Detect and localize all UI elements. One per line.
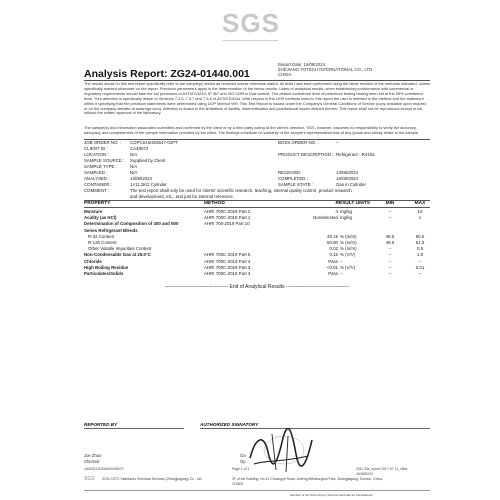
reported-by-label: REPORTED BY xyxy=(84,422,118,427)
cell-units: % (m/m) xyxy=(340,240,357,245)
sgs-group-member: Member of the SGS Group (Société Générale de Surveillance) xyxy=(290,493,374,497)
sample-type-value: N/A xyxy=(130,164,138,169)
table-divider-header xyxy=(84,207,430,208)
header-result-units: RESULT UNITS xyxy=(335,201,370,206)
cell-method: AHRI 700C-2019 Part 1 xyxy=(204,215,251,221)
header-method: METHOD xyxy=(204,201,225,206)
location-value: N/A xyxy=(130,152,138,157)
cell-min: -- xyxy=(388,271,392,276)
product-label: PRODUCT DESCRIPTION : xyxy=(278,152,334,157)
logo-underline xyxy=(222,40,278,41)
cell-max: 1.5 xyxy=(416,252,424,258)
document-code: OGC.Els_report 2017-07-11_v6be xyxy=(356,467,408,471)
cell-method: AHRI 700C-2019 Part 3 xyxy=(204,271,251,276)
cell-min: -- xyxy=(388,258,392,264)
cell-units: % (m/m) xyxy=(340,246,357,252)
completed-value: 16/08/2024 xyxy=(336,176,358,181)
cell-property: Series Refrigerant Blends xyxy=(84,227,138,233)
cell-max: 50.5 xyxy=(415,233,425,239)
cell-max: 0.01 xyxy=(415,264,425,270)
container-label: CONTAINER : xyxy=(84,182,112,187)
cell-min: -- xyxy=(388,215,392,221)
cell-min: 48.5 xyxy=(385,233,395,239)
received-label: RECEIVED : xyxy=(278,170,303,175)
reporter-title: Chemist xyxy=(84,459,100,464)
cell-min: 49.5 xyxy=(385,240,395,245)
footer-divider xyxy=(84,490,430,491)
cell-result: Nondetected xyxy=(313,215,338,221)
header-min: MIN xyxy=(385,201,395,206)
cell-property: R-125 Content xyxy=(88,240,117,245)
cell-units: mg/kg xyxy=(340,215,352,221)
sample-source-label: SAMPLE SOURCE : xyxy=(84,158,125,163)
cell-property: High Boiling Residue xyxy=(84,264,129,270)
cell-max: -- xyxy=(418,258,422,264)
cell-property: Moisture xyxy=(84,209,103,214)
cell-property: Other Volatile Impurities Content xyxy=(88,246,152,252)
cell-property: R-32 Content xyxy=(88,233,115,239)
company-country: CHINA xyxy=(278,72,292,77)
header-property: PROPERTY xyxy=(84,201,111,206)
end-of-results: -------------------------------------- End of Analytical Results -------------------------------------- xyxy=(164,284,350,290)
report-date: Report Date: 16/08/2024 xyxy=(278,62,326,67)
analysed-value: 13/08/2024 xyxy=(130,176,152,181)
boss-order-label: BOSS ORDER NO. : xyxy=(278,140,319,145)
cell-method: AHRI 700C-2019 Part 5 xyxy=(204,252,251,258)
header-max: MAX xyxy=(414,201,426,206)
cell-min: -- xyxy=(388,246,392,252)
cell-units: -- xyxy=(340,258,343,264)
cell-property: Particulates/Solids xyxy=(84,271,124,276)
cell-min: -- xyxy=(388,264,392,270)
signature-stamp-image xyxy=(246,428,316,476)
page-number: Page 1 of 1 xyxy=(232,467,250,471)
signatory-partial-a: Ga xyxy=(240,453,246,458)
cell-max: 51.5 xyxy=(415,240,425,245)
sampled-label: SAMPLED : xyxy=(84,170,108,175)
product-value: Refrigerant - R410a xyxy=(336,152,375,157)
cell-max: 1 xyxy=(418,215,422,221)
cell-result: 4 xyxy=(335,209,338,214)
sample-type-label: SAMPLE TYPE : xyxy=(84,164,117,169)
disclaimer-paragraph: The results shown in this test report specifically refer to the sample(s) tested as received unless otherwise stated. All tests have been performed using the latest revision of the methods indicated, unless specifically marked otherwise on the report. Precision parameters apply in the determination of the below results. Users of analytical results, when establishing conformance with commercial or regulatory requirements should take the full provisions of ASTM D3244, IP 367 and ISO 4259 in that context. The default confidence level of petroleum testing having been set at the 95% confidence level. Your attention is specifically drawn to Sections 7.3.6, 7.3.7 and 7.3.8 of ASTM D3244. With respect to the UOP methods listed in this report the user is referred to the method and the statement within it specifying that the precision statements were determined using UOP Method 999. This Test Report is issued under the Company's General Conditions of Service (copy available upon request or on the company website at www.sgs.com). Attention is drawn to the limitations of liability, indemnification and jurisdictional issues defined therein. This report shall not be reproduced except in full, without the written approval of the laboratory. xyxy=(84,81,431,116)
sample-state-value: Gas in Cylinder xyxy=(336,182,367,187)
sample-source-value: Supplied by Client xyxy=(130,158,166,163)
sampled-value: N/A xyxy=(130,170,138,175)
cell-result: Pass xyxy=(328,258,338,264)
container-value: 1×11.3KG Cylinder xyxy=(130,182,167,187)
cell-property: Determination of Composition of 400 and 500 xyxy=(84,221,179,227)
cell-method: AHRI 700-2019 Part 10 xyxy=(204,221,250,227)
cell-units: % (V/V) xyxy=(340,252,356,258)
cell-result: <0.01 xyxy=(326,264,338,270)
footer-date: 16/08/2024 xyxy=(356,472,373,476)
company-name: ZHEJIANG FOTECH INTERNATIONAL CO., LTD xyxy=(278,67,373,72)
lab-address: 3F of the Building, No.12 Chuangye Road, Jinfeng Metallurgical Park, Zhangjiagang, Suzhou, China, xyxy=(232,477,383,481)
cell-max: -- xyxy=(418,271,422,276)
cell-units: mg/kg xyxy=(340,209,352,214)
cell-result: Pass xyxy=(328,271,338,276)
cell-max: 10 xyxy=(417,209,423,214)
table-divider-top xyxy=(84,200,430,201)
cell-units: -- xyxy=(340,271,343,276)
completed-label: COMPLETED : xyxy=(278,176,308,181)
sample-info-paragraph: The sample(s) and information associated submitted and confirmed by the client or by a third party acting at the client's direction. SGS, however, assumes no responsibility to verify the accuracy, adequacy and completeness of the sample information provided by the client. The findings constitute no warranty of the sample's representativeness of any goods and strictly relate to the sample. xyxy=(84,125,420,135)
comment-label: COMMENT : xyxy=(84,188,110,193)
boss-order-value: -- xyxy=(336,140,339,145)
received-value: 13/08/2024 xyxy=(336,170,358,175)
job-order-label: JOB ORDER NO. : xyxy=(84,140,122,145)
reported-by-line xyxy=(84,428,184,429)
cell-units: % (V/V) xyxy=(340,264,356,270)
cell-property: Acidity (as HCl) xyxy=(84,215,117,221)
cell-max: 0.5 xyxy=(416,246,424,252)
client-id-value: CA48072 xyxy=(130,146,149,151)
cell-method: AHRI 700C-2019 Part 2 xyxy=(204,209,251,214)
lab-name: SGS-CSTC Standards Technical Services (Zhangjiagang) Co., Ltd. xyxy=(102,477,203,481)
job-order-value: COPCSH2403647-01PT xyxy=(130,140,178,145)
report-number: 160420211504000048973 xyxy=(84,467,124,471)
cell-result: 50.80 xyxy=(327,240,338,245)
comment-line-1: The test report shall only be used for clients' scientific research, teaching, internal quality control, product research xyxy=(130,188,352,193)
sample-state-label: SAMPLE STATE : xyxy=(278,182,313,187)
cell-result: 49.19 xyxy=(327,233,338,239)
cell-result: 0.16 xyxy=(329,252,338,258)
comment-line-2: and development, etc., and just for internal reference. xyxy=(130,194,234,199)
reporter-name: Joe Zhao xyxy=(84,453,102,458)
cell-method: AHRI 700C-2019 Part 4 xyxy=(204,258,251,264)
cell-property: Chloride xyxy=(84,258,102,264)
cell-units: % (m/m) xyxy=(340,233,357,239)
client-id-label: CLIENT ID : xyxy=(84,146,108,151)
analysed-label: ANALYSED : xyxy=(84,176,110,181)
report-title: Analysis Report: ZG24-01440.001 xyxy=(84,68,250,80)
cell-method: AHRI 700C-2019 Part 3 xyxy=(204,264,251,270)
cell-min: -- xyxy=(388,209,392,214)
authorized-signatory-label: AUTHORIZED SIGNATORY xyxy=(200,422,259,427)
cell-property: Non-Condensable Gas at 25.0°C xyxy=(84,252,151,258)
location-label: LOCATION : xyxy=(84,152,109,157)
cell-min: -- xyxy=(388,252,392,258)
signatory-partial-b: Op xyxy=(240,459,246,464)
sgs-footer-logo: SGS xyxy=(84,476,95,482)
sgs-logo: SGS xyxy=(222,8,280,38)
lab-postcode: 215600 xyxy=(232,482,244,486)
cell-result: 0.02 xyxy=(329,246,338,252)
